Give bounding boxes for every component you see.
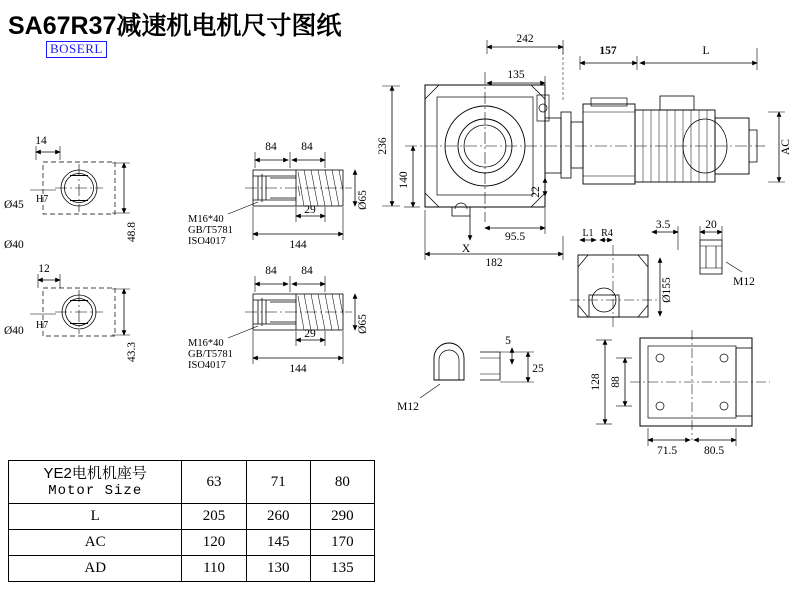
row-label-L: L [9, 504, 182, 530]
cell-L-80: 290 [310, 504, 374, 530]
table-row [9, 530, 375, 556]
thread-m12-foot: M12 [397, 401, 419, 413]
flange-detail-view [570, 226, 742, 330]
dim-top-shaft-144: 144 [289, 239, 307, 251]
dim-bottom-shaft-144: 144 [289, 363, 307, 375]
dim-dia-155: Ø155 [661, 277, 673, 303]
note-top-bolt-2: GB/T5781 [188, 225, 233, 236]
dim-95-5: 95.5 [504, 231, 526, 243]
row-label-AD: AD [9, 556, 182, 582]
cell-AC-71: 145 [246, 530, 310, 556]
table-row [9, 504, 375, 530]
dim-L1: L1 [582, 228, 594, 239]
dim-top-shaft-29: 29 [304, 204, 316, 216]
foot-detail-view [420, 343, 534, 398]
dim-AC: AC [780, 139, 792, 155]
dim-48-8: 48.8 [126, 221, 138, 243]
dim-71-5: 71.5 [656, 445, 678, 457]
dim-top-shaft-84b: 84 [301, 141, 313, 153]
table-row [9, 556, 375, 582]
table-header-cn: YE2电机机座号 [43, 465, 147, 483]
dim-top-shaft-dia: Ø65 [357, 190, 369, 210]
bottom-shaft-side-view [228, 276, 355, 364]
main-assembly-view [382, 40, 785, 260]
note-top-bolt-1: M16*40 [188, 214, 224, 225]
dim-bore-45: Ø45 [4, 199, 24, 211]
table-header-label [9, 461, 182, 504]
page-title: SA67R37减速机电机尺寸图纸 [8, 12, 342, 40]
marker-X: X [461, 243, 471, 255]
table-col-63: 63 [182, 461, 246, 504]
base-plan-view [596, 330, 770, 446]
table-header-en: Motor Size [48, 482, 143, 499]
dim-157: 157 [599, 45, 617, 57]
dim-236: 236 [377, 137, 389, 155]
dim-80-5: 80.5 [703, 445, 725, 457]
dim-140: 140 [398, 171, 410, 189]
dim-R4: R4 [601, 228, 613, 239]
table-header-row [9, 461, 375, 504]
dim-22: 22 [530, 186, 542, 198]
dim-bore-45-tol: H7 [36, 194, 49, 205]
dim-88: 88 [610, 376, 622, 388]
dim-bore-40: Ø40 [4, 325, 24, 337]
cell-L-71: 260 [246, 504, 310, 530]
table-col-80: 80 [310, 461, 374, 504]
table-col-71: 71 [246, 461, 310, 504]
cell-AD-80: 135 [310, 556, 374, 582]
cell-L-63: 205 [182, 504, 246, 530]
dim-bottom-shaft-84b: 84 [301, 265, 313, 277]
dim-top-left-14: 14 [35, 135, 47, 147]
dim-182: 182 [485, 257, 503, 269]
note-bottom-bolt-2: GB/T5781 [188, 349, 233, 360]
dim-20: 20 [705, 219, 717, 231]
dim-bottom-shaft-dia: Ø65 [357, 314, 369, 334]
dim-25: 25 [532, 363, 544, 375]
dim-3-5: 3.5 [655, 219, 671, 231]
note-bottom-bolt-3: ISO4017 [188, 360, 226, 371]
dim-bore-40-tol: H7 [36, 320, 49, 331]
dim-128: 128 [590, 373, 602, 391]
dim-bottom-left-12: 12 [38, 263, 50, 275]
thread-m12-flange: M12 [733, 276, 755, 288]
cell-AD-63: 110 [182, 556, 246, 582]
dim-bore-40-note: Ø40 [4, 239, 24, 251]
note-top-bolt-3: ISO4017 [188, 236, 226, 247]
dim-5: 5 [505, 335, 511, 347]
dim-135: 135 [507, 69, 525, 81]
dim-L: L [702, 45, 710, 57]
dim-bottom-shaft-29: 29 [304, 328, 316, 340]
note-bottom-bolt-1: M16*40 [188, 338, 224, 349]
dim-242: 242 [516, 33, 534, 45]
motor-size-table [8, 460, 375, 582]
row-label-AC: AC [9, 530, 182, 556]
dim-43-3: 43.3 [126, 341, 138, 363]
cell-AC-63: 120 [182, 530, 246, 556]
top-shaft-side-view [228, 152, 355, 240]
dim-bottom-shaft-84a: 84 [265, 265, 277, 277]
cell-AC-80: 170 [310, 530, 374, 556]
dim-top-shaft-84a: 84 [265, 141, 277, 153]
brand-logo: BOSERL [46, 41, 107, 58]
cell-AD-71: 130 [246, 556, 310, 582]
